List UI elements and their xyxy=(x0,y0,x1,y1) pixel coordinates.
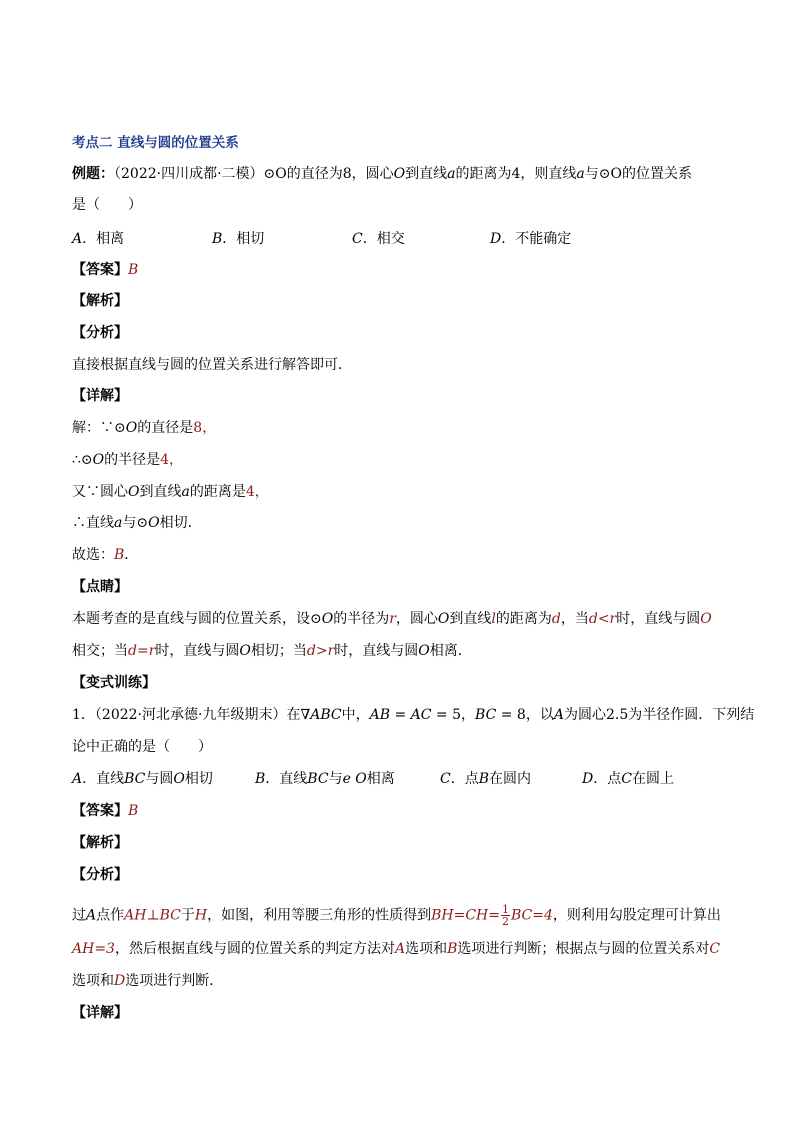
var-o: O xyxy=(393,166,406,182)
jiexi-label: 【解析】 xyxy=(72,293,128,309)
stem-text: 与⊙O的位置关系 xyxy=(584,166,692,182)
dianjing-line1: 本题考查的是直线与圆的位置关系，设⊙O的半径为r，圆心O到直线l的距离为d，当d<r时，直线与圆O xyxy=(72,611,712,627)
q1-option-b: B．直线BC与e O相离 xyxy=(255,771,395,787)
stem-text: 到直线 xyxy=(405,166,448,182)
q1-fenxi-line1: 过A点作AH⊥BC于H，如图，利用等腰三角形的性质得到BH=CH= $\frac{1}{2}$ BC=4，则利用勾股定理可计算出 xyxy=(72,903,721,928)
answer-label: 【答案】 xyxy=(72,262,128,278)
stem-text: ⊙O的直径为8，圆心 xyxy=(263,166,394,182)
option-d: D．不能确定 xyxy=(490,231,572,247)
option-b: B．相切 xyxy=(212,231,265,247)
q1-option-d: D．点C在圆上 xyxy=(582,771,674,787)
solution-step-1: 解：∵⊙O的直径是8， xyxy=(72,420,217,436)
q1-fenxi-line3: 选项和D选项进行判断． xyxy=(72,973,224,989)
option-c: C．相交 xyxy=(352,231,405,247)
fenxi-text: 直接根据直线与圆的位置关系进行解答即可． xyxy=(72,357,352,373)
variant-label: 【变式训练】 xyxy=(72,675,156,691)
example-source: （2022·四川成都·二模） xyxy=(114,166,264,182)
fraction-one-half: $\frac{1}{2}$ xyxy=(501,903,509,928)
option-a: A．相离 xyxy=(72,231,125,247)
answer-value: B xyxy=(128,262,139,278)
q1-option-c: C．点B在圆内 xyxy=(440,771,532,787)
dianjing-line2: 相交；当d=r时，直线与圆O相切；当d>r时，直线与圆O相离． xyxy=(72,643,472,659)
var-a: a xyxy=(447,166,456,182)
xiangjie-label: 【详解】 xyxy=(72,388,128,404)
section-title: 考点二 直线与圆的位置关系 xyxy=(72,135,239,151)
solution-step-3: 又∵圆心O到直线a的距离是4， xyxy=(72,484,269,500)
q1-stem-line2: 论中正确的是（ ） xyxy=(72,739,212,755)
q1-stem-line1: 1．（2022·河北承德·九年级期末）在∇ABC中，AB = AC = 5，BC = 8，以A为圆心2.5为半径作圆．下列结 xyxy=(72,707,755,723)
solution-step-5: 故选：B． xyxy=(72,547,139,563)
q1-fenxi-line2: AH=3，然后根据直线与圆的位置关系的判定方法对A选项和B选项进行判断；根据点与圆的位置关系对C xyxy=(72,941,721,957)
example-stem-line2: 是（ ） xyxy=(72,197,142,213)
example-answer xyxy=(72,261,138,279)
var-a: a xyxy=(576,166,585,182)
example-options xyxy=(72,230,571,248)
q1-xiangjie-label: 【详解】 xyxy=(72,1005,128,1021)
q1-option-a: A．直线BC与圆O相切 xyxy=(72,771,213,787)
q1-jiexi-label: 【解析】 xyxy=(72,835,128,851)
q1-options xyxy=(72,770,674,788)
fenxi-label: 【分析】 xyxy=(72,325,128,341)
solution-step-4: ∴直线a与⊙O相切． xyxy=(72,515,202,531)
stem-text: 的距离为4，则直线 xyxy=(455,166,577,182)
dianjing-label: 【点睛】 xyxy=(72,579,128,595)
q1-fenxi-label: 【分析】 xyxy=(72,867,128,883)
solution-step-2: ∴⊙O的半径是4， xyxy=(72,452,184,468)
example-label: 例题： xyxy=(72,166,114,182)
example-stem-line1 xyxy=(72,165,692,183)
q1-answer: 【答案】B xyxy=(72,803,139,819)
